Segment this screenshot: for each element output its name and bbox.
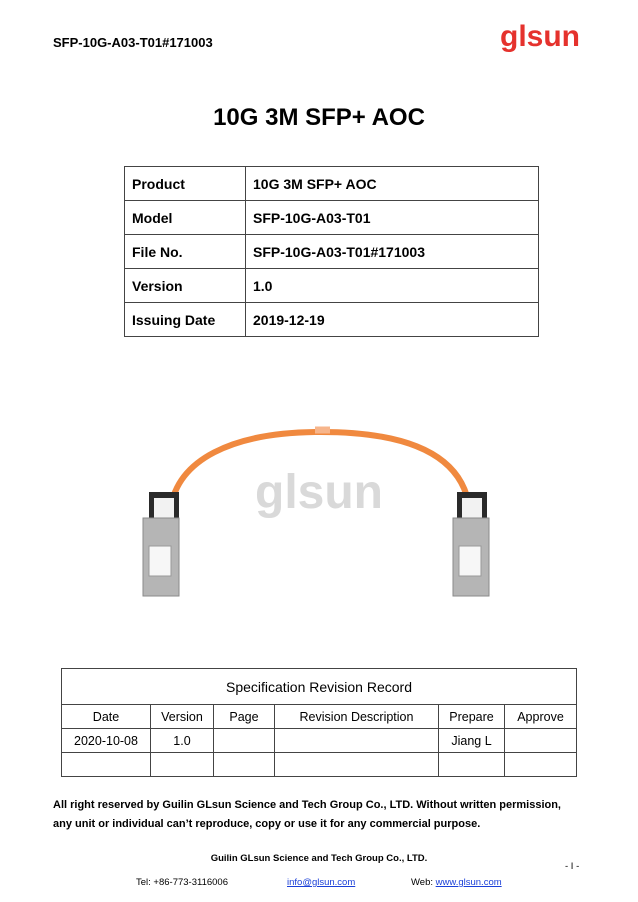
info-value: SFP-10G-A03-T01	[246, 201, 539, 235]
cell	[275, 753, 439, 777]
info-row-product	[125, 167, 539, 201]
info-row-version	[125, 269, 539, 303]
svg-text:glsun: glsun	[500, 20, 580, 53]
cell	[439, 753, 505, 777]
table-row	[62, 753, 577, 777]
page-number: - I -	[565, 861, 580, 872]
col-date: Date	[62, 705, 151, 729]
cell	[505, 729, 577, 753]
cell	[214, 753, 275, 777]
sfp-module-right	[453, 492, 489, 596]
email-link[interactable]: info@glsun.com	[287, 877, 356, 888]
footer-company: Guilin GLsun Science and Tech Group Co., LTD.	[210, 853, 428, 864]
copyright-line-2: any unit or individual can’t reproduce, copy or use it for any commercial purpose.	[53, 818, 481, 830]
product-info-table	[124, 166, 539, 337]
col-approve: Approve	[505, 705, 577, 729]
info-value: 1.0	[246, 269, 539, 303]
revision-record-table	[61, 668, 577, 777]
info-row-issuing-date	[125, 303, 539, 337]
revision-header-row	[62, 705, 577, 729]
info-value: 10G 3M SFP+ AOC	[246, 167, 539, 201]
glsun-logo	[500, 20, 584, 54]
cell: 1.0	[151, 729, 214, 753]
footer-web	[411, 877, 502, 888]
info-key: Model	[125, 201, 246, 235]
product-photo	[135, 418, 505, 603]
website-link[interactable]: www.glsun.com	[435, 877, 502, 888]
cell: 2020-10-08	[62, 729, 151, 753]
col-version: Version	[151, 705, 214, 729]
cell	[275, 729, 439, 753]
document-title: 10G 3M SFP+ AOC	[213, 104, 425, 131]
info-key: Issuing Date	[125, 303, 246, 337]
col-page: Page	[214, 705, 275, 729]
col-prepare: Prepare	[439, 705, 505, 729]
cell	[151, 753, 214, 777]
info-value: SFP-10G-A03-T01#171003	[246, 235, 539, 269]
info-key: Version	[125, 269, 246, 303]
cell	[505, 753, 577, 777]
table-row	[62, 729, 577, 753]
copyright-notice	[53, 796, 593, 834]
cell: Jiang L	[439, 729, 505, 753]
info-row-file-no	[125, 235, 539, 269]
cell	[214, 729, 275, 753]
info-row-model	[125, 201, 539, 235]
col-revision-description: Revision Description	[275, 705, 439, 729]
web-label: Web:	[411, 877, 436, 888]
info-key: File No.	[125, 235, 246, 269]
cell	[62, 753, 151, 777]
watermark-logo: glsun	[255, 466, 383, 519]
document-code: SFP-10G-A03-T01#171003	[53, 35, 213, 50]
sfp-module-left	[143, 492, 179, 596]
footer-tel: Tel: +86-773-3116006	[136, 877, 228, 888]
copyright-line-1: All right reserved by Guilin GLsun Science and Tech Group Co., LTD. Without written permission,	[53, 799, 561, 811]
revision-record-title: Specification Revision Record	[62, 669, 577, 705]
footer-email	[287, 877, 355, 888]
info-value: 2019-12-19	[246, 303, 539, 337]
info-key: Product	[125, 167, 246, 201]
